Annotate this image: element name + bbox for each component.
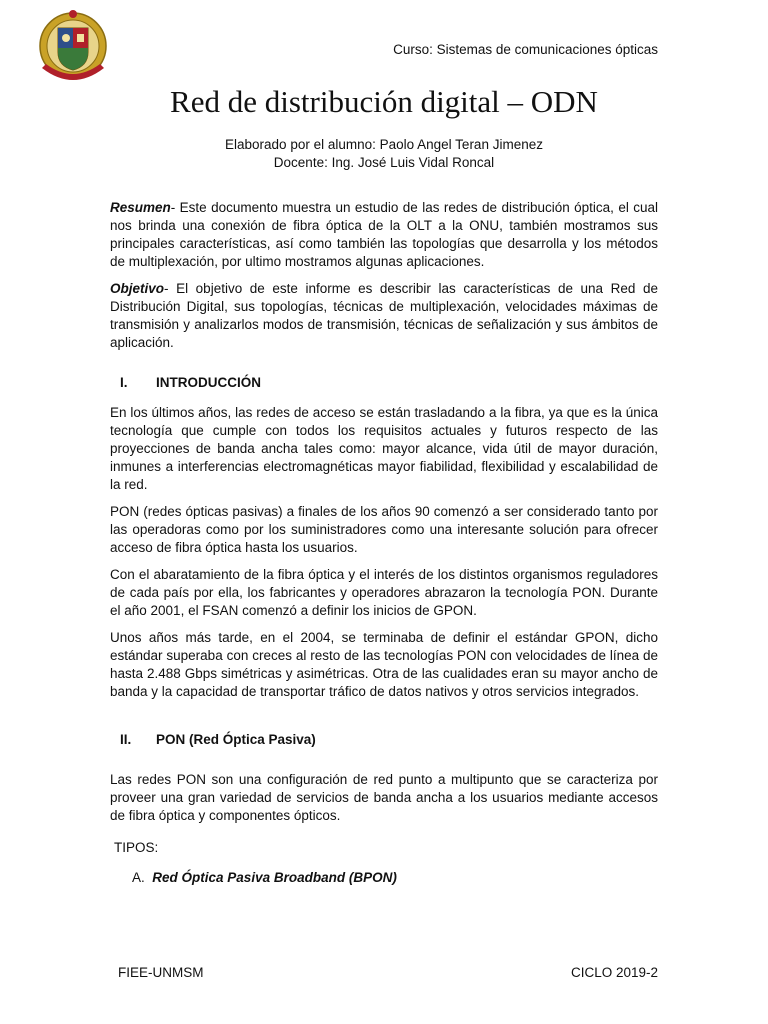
subsection-title: Red Óptica Pasiva Broadband (BPON) <box>152 870 397 885</box>
resumen-lead: Resumen <box>110 200 171 215</box>
objetivo-lead: Objetivo <box>110 281 165 296</box>
section-title: INTRODUCCIÓN <box>156 375 261 390</box>
section-number: I. <box>120 375 128 390</box>
teacher-name: Docente: Ing. José Luis Vidal Roncal <box>273 155 495 170</box>
footer-institution: FIEE-UNMSM <box>118 965 204 980</box>
intro-paragraph-3: Con el abaratamiento de la fibra óptica y el interés de los distintos organismos reguladores de cada país por ella, los fabricantes y operadores abrazaron la tecnología PON. Durante el año 2001, el FSAN comenzó a definir los inicios de GPON. <box>110 567 658 618</box>
resumen-paragraph <box>110 199 658 271</box>
university-seal-logo <box>36 8 110 88</box>
authors-block <box>0 136 768 172</box>
section-heading-introduccion <box>110 374 658 392</box>
subsection-letter: A. <box>132 870 145 885</box>
student-name: Elaborado por el alumno: Paolo Angel Teran Jimenez <box>225 137 543 152</box>
objetivo-text: - El objetivo de este informe es describir las características de una Red de Distribución Digital, sus topologías, técnicas de multiplexación, velocidades máximas de transmisión y analizarlos modos de transmisión, técnicas de señalización y sus ámbitos de aplicación. <box>110 281 658 350</box>
document-body <box>110 199 658 887</box>
section-title: PON (Red Óptica Pasiva) <box>156 732 316 747</box>
objetivo-paragraph <box>110 280 658 352</box>
course-label: Curso: Sistemas de comunicaciones ópticas <box>393 42 658 57</box>
subsection-bpon <box>132 869 658 887</box>
footer-cycle: CICLO 2019-2 <box>570 965 658 980</box>
document-title: Red de distribución digital – ODN <box>170 84 598 119</box>
intro-paragraph-4: Unos años más tarde, en el 2004, se terminaba de definir el estándar GPON, dicho estándar superaba con creces al resto de las tecnologías PON con velocidades de línea de hasta 2.488 Gbps simétricas y asimétricas. Otra de las cualidades eran su mayor ancho de banda y la capacidad de transportar tráfico de datos nativos y otros servicios integrados. <box>110 630 658 699</box>
resumen-text: - Este documento muestra un estudio de las redes de distribución óptica, el cual nos brinda una conexión de fibra óptica de la OLT a la ONU, también mostramos sus principales características, así como también las topologías que desarrolla y los métodos de multiplexación, por ultimo mostramos algunas aplicaciones. <box>110 200 658 269</box>
intro-paragraph-1: En los últimos años, las redes de acceso se están trasladando a la fibra, ya que es la única tecnología que cumple con todos los requisitos actuales y futuros respecto de las proyecciones de banda ancha tales como: mayor alcance, vida útil de mayor duración, inmunes a interferencias electromagnéticas mayor fiabilidad, flexibilidad y escalabilidad de la red. <box>110 405 658 492</box>
pon-paragraph: Las redes PON son una configuración de red punto a multipunto que se caracteriza por proveer una gran variedad de servicios de banda ancha a los usuarios mediante accesos de fibra óptica y componentes ópticos. <box>110 772 658 823</box>
section-number: II. <box>120 732 132 747</box>
section-heading-pon <box>110 731 658 749</box>
tipos-label: TIPOS: <box>114 840 159 855</box>
intro-paragraph-2: PON (redes ópticas pasivas) a finales de los años 90 comenzó a ser considerado tanto por las operadoras como por los suministradores como una interesante solución para ofrecer acceso de fibra óptica hasta los usuarios. <box>110 504 658 555</box>
